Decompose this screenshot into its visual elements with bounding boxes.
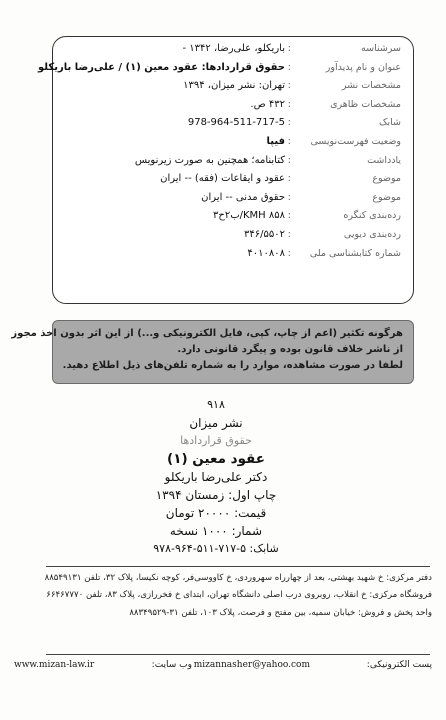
cip-label: عنوان و نام پدیدآور [325,61,401,73]
cip-separator: : [287,191,291,203]
cip-value: تهران: نشر میزان، ۱۳۹۴ [183,80,285,92]
cip-separator: : [287,136,291,147]
cip-value: کتابنامه؛ همچنین به صورت زیرنویس [134,154,285,166]
cip-separator: : [287,43,291,54]
book-number: ۹۱۸ [207,398,225,411]
cip-row [53,173,413,190]
cip-label: موضوع [372,173,401,185]
edition: چاپ اول: زمستان ۱۳۹۴ [155,488,277,502]
cataloging-box [38,36,414,304]
cip-value: فیپا [266,136,285,147]
cip-row [53,155,413,172]
cip-separator: : [287,80,291,92]
cip-label: مشخصات ظاهری [330,98,401,110]
cip-value: 978-964-511-717-5 [187,117,285,129]
cip-row [53,117,413,134]
cip-row [53,136,413,153]
contact-row [14,660,432,678]
cip-value: عقود و ایقاعات (فقه) -- ایران [160,173,285,185]
address-line: دفتر مرکزی: خ شهید بهشتی، بعد از چهارراه سهروردی، خ کاووسی‌فر، کوچه نکیسا، پلاک ۳۲، تلفن ۸۸۵۴۹۱۳۱ [44,573,432,583]
copyright-notice [11,320,414,384]
cip-label: یادداشت [367,154,401,166]
cip-value: حقوق قراردادها: عقود معین (۱) / علی‌رضا باریکلو [38,61,285,73]
notice-line: لطفا در صورت مشاهده، موارد را به شماره تلفن‌های ذیل اطلاع دهید. [62,360,403,371]
cip-label: شابک [378,117,401,129]
price: قیمت: ۲۰۰۰۰ تومان [165,506,267,520]
divider [46,566,430,567]
cip-row [53,192,413,209]
cip-value: KMH ۸۵۸/ب۲ح۳ [212,210,285,222]
cip-separator: : [287,117,291,129]
isbn: شابک: ۵-۷۱۷-۵۱۱-۹۶۴-۹۷۸ [153,542,279,555]
cip-value: ۴۳۲ ص. [250,98,285,110]
cip-label: مشخصات نشر [341,80,401,92]
cip-value: حقوق مدنی -- ایران [201,191,285,203]
address-line: واحد پخش و فروش: خیابان سمیه، بین مفتح و فرصت، پلاک ۱۰۳، تلفن ۳۱-۸۸۳۴۹۵۲۹ [129,607,432,618]
cip-row [53,99,413,116]
publisher-addresses [14,570,432,622]
cip-separator: : [287,61,291,73]
cip-label: سرشناسه [361,43,401,54]
address-line: فروشگاه مرکزی: خ انقلاب، روبروی درب اصلی دانشگاه تهران، ابتدای خ فخررازی، پلاک ۸۳، تلفن ۶۶۴۶۷۷۷۰ [46,590,432,601]
email-label: پست الکترونیکی: [366,660,432,670]
book-title: عقود معین (۱) [167,451,265,467]
book-subtitle: حقوق قراردادها [180,434,252,447]
cip-separator: : [287,210,291,222]
colophon [40,396,392,558]
cip-value: ۴۰۱۰۸۰۸ [247,247,285,259]
publisher-name: نشر میزان [189,416,243,430]
website-link[interactable]: www.mizan-law.ir [14,660,95,670]
cip-separator: : [287,154,291,166]
notice-line: هرگونه تکثیر (اعم از چاپ، کپی، فایل الکترونیکی و...) از این اثر بدون اخذ مجوز [11,328,403,339]
cip-separator: : [287,247,291,259]
cip-label: وضعیت فهرست‌نویسی [310,136,401,147]
author: دکتر علی‌رضا باریکلو [164,470,268,484]
cip-row [53,80,413,97]
cip-row [53,229,413,246]
cip-value: باریکلو، علی‌رضا، ۱۳۴۲ - [182,43,285,54]
website-label: وب سایت: [151,660,192,670]
cip-label: رده‌بندی کنگره [343,210,401,222]
cip-value: ۳۴۶/۵۵۰۲ [244,229,285,240]
cip-row [38,61,413,79]
cip-row [53,43,413,60]
cip-label: رده‌بندی دیویی [343,229,401,240]
cip-label: شماره کتابشناسی ملی [309,247,401,259]
cip-separator: : [287,98,291,110]
cip-separator: : [287,173,291,185]
email-link[interactable]: mizannasher@yahoo.com [193,660,310,670]
divider [46,654,430,655]
cip-label: موضوع [372,191,401,203]
cip-row [53,248,413,265]
notice-line: از ناشر خلاف قانون بوده و پیگرد قانونی دارد. [177,344,403,355]
circulation: شمار: ۱۰۰۰ نسخه [169,524,263,538]
cip-row [53,210,413,227]
cip-separator: : [287,229,291,240]
